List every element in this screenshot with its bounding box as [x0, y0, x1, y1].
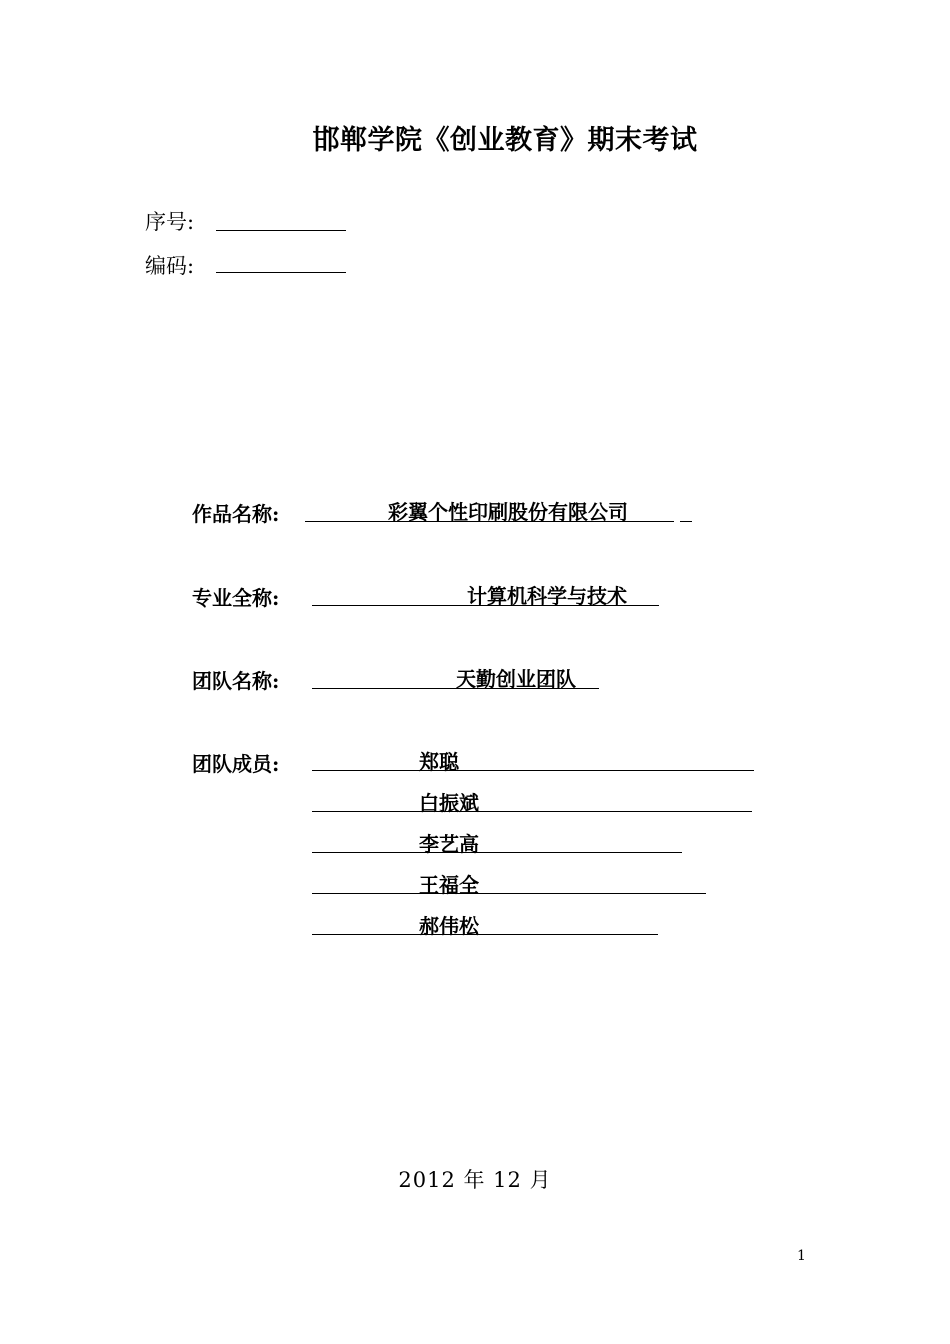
team-name-label: 团队名称: — [192, 669, 280, 693]
code-blank — [216, 272, 346, 273]
team-members-label: 团队成员: — [192, 752, 280, 776]
member-name: 郝伟松 — [419, 914, 479, 938]
member-name: 王福全 — [419, 873, 479, 897]
document-title: 邯郸学院《创业教育》期末考试 — [312, 125, 698, 156]
serial-label: 序号: — [145, 210, 195, 234]
member-underline — [312, 770, 754, 771]
document-date: 2012 年 12 月 — [398, 1168, 552, 1192]
code-label: 编码: — [145, 254, 195, 278]
team-name-value: 天勤创业团队 — [456, 667, 576, 691]
member-underline — [312, 934, 658, 935]
member-name: 李艺高 — [419, 832, 479, 856]
project-name-value: 彩翼个性印刷股份有限公司 — [388, 500, 628, 524]
member-underline — [312, 852, 682, 853]
major-value: 计算机科学与技术 — [467, 584, 627, 608]
serial-blank — [216, 230, 346, 231]
member-underline — [312, 811, 752, 812]
project-name-underline-tail — [680, 521, 692, 522]
project-name-label: 作品名称: — [192, 502, 280, 526]
member-name: 白振斌 — [419, 791, 479, 815]
member-name: 郑聪 — [419, 750, 459, 774]
major-label: 专业全称: — [192, 586, 280, 610]
member-underline — [312, 893, 706, 894]
page-number: 1 — [797, 1248, 806, 1264]
